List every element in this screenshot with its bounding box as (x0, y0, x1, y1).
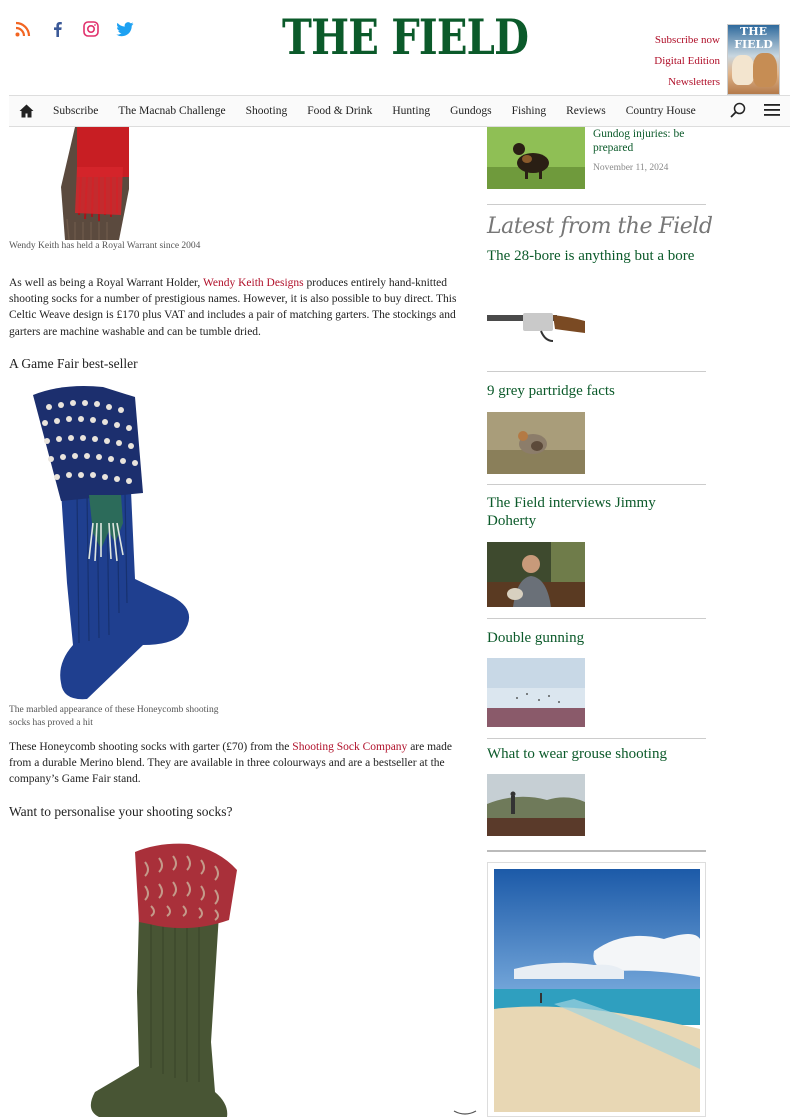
story-title[interactable]: The 28-bore is anything but a bore (487, 248, 695, 264)
latest-heading: Latest from the Field (487, 214, 713, 239)
rss-icon[interactable] (14, 20, 32, 38)
digital-edition-link[interactable]: Digital Edition (654, 55, 720, 67)
grouse-shooting-thumbnail[interactable] (487, 774, 585, 836)
partridge-thumbnail[interactable] (487, 412, 585, 474)
divider (487, 738, 706, 739)
facebook-icon[interactable] (48, 20, 66, 38)
newsletters-link[interactable]: Newsletters (668, 76, 720, 88)
story-title[interactable]: Double gunning (487, 630, 585, 646)
shooting-sock-company-link[interactable]: Shooting Sock Company (292, 741, 408, 753)
paragraph-text: are made from a durable Merino blend. They are available in three colourways and are a bestseller at the company’s Game Fair stand. (9, 741, 453, 786)
celtic-weave-sock-image (47, 127, 139, 240)
nav-item-shooting[interactable]: Shooting (245, 105, 288, 117)
divider (487, 204, 706, 205)
nav-item-country-house[interactable]: Country House (625, 105, 696, 117)
search-icon[interactable] (730, 102, 746, 121)
divider (487, 484, 706, 485)
social-links (14, 20, 134, 38)
cover-dog-image (732, 55, 754, 85)
site-logo[interactable]: THE FIELD (282, 8, 529, 66)
wendy-keith-designs-link[interactable]: Wendy Keith Designs (202, 277, 304, 289)
personalised-sock-image (79, 842, 249, 1117)
shotgun-thumbnail[interactable] (487, 303, 585, 351)
paragraph-text: As well as being a Royal Warrant Holder, (9, 277, 203, 289)
nav-item-macnab-challenge[interactable]: The Macnab Challenge (118, 105, 226, 117)
story-title[interactable]: What to wear grouse shooting (487, 746, 667, 762)
honeycomb-sock-image (23, 383, 203, 701)
image-caption: Wendy Keith has held a Royal Warrant since 2004 (9, 241, 201, 251)
divider (487, 618, 706, 619)
top-story[interactable] (487, 127, 706, 191)
magazine-cover-title: THE FIELD (734, 25, 773, 51)
jimmy-doherty-thumbnail[interactable] (487, 542, 585, 607)
menu-icon[interactable] (764, 104, 780, 119)
magazine-cover[interactable] (727, 24, 780, 95)
subscription-links (654, 30, 720, 93)
sidebar-advert[interactable] (487, 862, 706, 1117)
nav-item-subscribe[interactable]: Subscribe (53, 105, 99, 117)
paragraph-text: These Honeycomb shooting socks with garter (£70) from the (9, 741, 293, 753)
nav-item-hunting[interactable]: Hunting (392, 105, 431, 117)
story-title[interactable]: 9 grey partridge facts (487, 383, 615, 399)
nav-item-reviews[interactable]: Reviews (566, 105, 606, 117)
divider (487, 850, 706, 852)
article-subheading: A Game Fair best-seller (9, 356, 138, 371)
article-paragraph (9, 739, 469, 788)
loading-indicator-icon (452, 1110, 478, 1117)
nav-item-fishing[interactable]: Fishing (511, 105, 547, 117)
top-story-title[interactable]: Gundog injuries: be prepared (593, 128, 685, 154)
divider (487, 371, 706, 372)
article-paragraph (9, 275, 469, 340)
site-header (0, 0, 800, 96)
twitter-icon[interactable] (116, 20, 134, 38)
gundog-thumbnail (487, 127, 585, 189)
main-navigation (9, 95, 790, 127)
paragraph-text: produces entirely hand-knitted shooting socks for a number of prestigious names. However, it is also possible to buy direct. This Celtic Weave design is £170 plus VAT and includes a pair of matching garters. The stockings and garters are machine washable and can be tumble dried. (9, 277, 457, 338)
instagram-icon[interactable] (82, 20, 100, 38)
image-caption: The marbled appearance of these Honeycomb shooting socks has proved a hit (9, 705, 219, 728)
beach-advert-image (494, 869, 700, 1112)
cover-dog-image (753, 53, 777, 87)
subscribe-now-link[interactable]: Subscribe now (654, 34, 720, 46)
nav-item-food-drink[interactable]: Food & Drink (307, 105, 373, 117)
top-story-date: November 11, 2024 (593, 163, 669, 173)
home-icon[interactable] (9, 104, 43, 118)
double-gunning-thumbnail[interactable] (487, 658, 585, 727)
story-title[interactable]: The Field interviews Jimmy Doherty (487, 495, 656, 529)
nav-item-gundogs[interactable]: Gundogs (450, 105, 492, 117)
article-subheading: Want to personalise your shooting socks? (9, 804, 233, 819)
